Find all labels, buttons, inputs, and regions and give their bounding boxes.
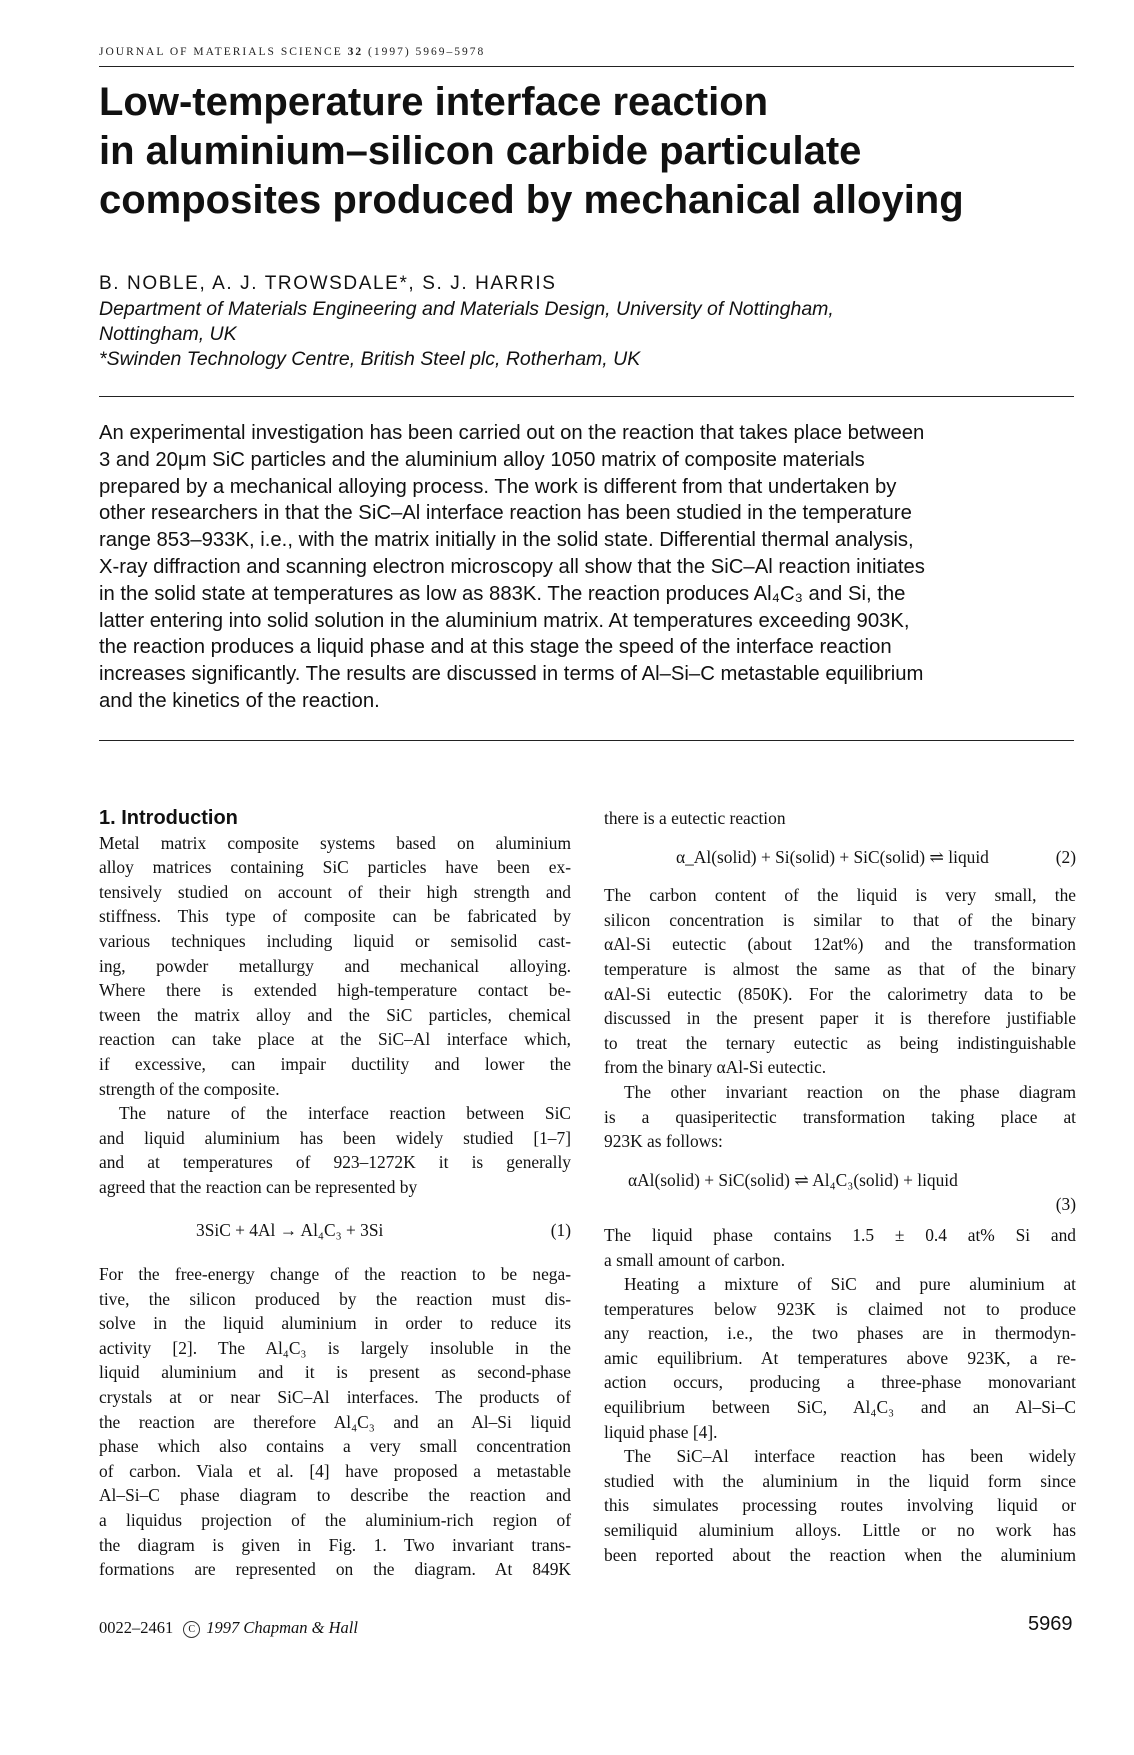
abstract-line: other researchers in that the SiC–Al interface reaction has been studied in the temperature [99,502,912,525]
issn: 0022–2461 [99,1618,174,1637]
text-line: temperatures below 923K is claimed not to produce [604,1298,1076,1319]
abstract-line: the reaction produces a liquid phase and at this stage the speed of the interface reaction [99,636,892,659]
affiliation-line: Department of Materials Engineering and Materials Design, University of Nottingham, [99,298,834,320]
text-line: is a quasiperitectic transformation taking place at [604,1106,1076,1127]
text-line: temperature is almost the same as that of the binary [604,958,1076,979]
equation-number: (3) [1055,1194,1076,1215]
text-line: and at temperatures of 923–1272K it is generally [99,1152,571,1173]
text-line: any reaction, i.e., the two phases are in thermodyn- [604,1323,1076,1344]
journal-volume: 32 [347,46,364,58]
abstract-line: An experimental investigation has been carried out on the reaction that takes place between [99,422,925,444]
text-line: this simulates processing routes involving liquid or [604,1495,1076,1516]
text-line: studied with the aluminium in the liquid form since [604,1470,1076,1491]
text-line: tween the matrix alloy and the SiC particles, chemical [99,1004,571,1025]
text-line: stiffness. This type of composite can be fabricated by [99,906,571,927]
text-line: crystals at or near SiC–Al interfaces. The products of [99,1387,571,1408]
text-line: For the free-energy change of the reaction to be nega- [99,1264,571,1285]
section-heading: 1. Introduction [99,807,238,829]
text-line: various techniques including liquid or semisolid cast- [99,930,571,951]
abstract-bottom-rule [99,740,1074,741]
text-line: equilibrium between SiC, Al₄C₃ and an Al–Si–C [604,1397,1076,1418]
text-line: been reported about the reaction when the aluminium [604,1544,1076,1565]
text-line: formations are represented on the diagram. At 849K [99,1559,571,1580]
intro-paragraph-3 [99,1262,571,1582]
text-line: the diagram is given in Fig. 1. Two invariant trans- [99,1534,571,1555]
text-line: agreed that the reaction can be represented by [99,1176,418,1197]
abstract-line: latter entering into solid solution in the aluminium matrix. At temperatures exceeding 903K, [99,609,910,632]
text-line: a small amount of carbon. [604,1249,786,1270]
text-line: and liquid aluminium has been widely studied [1–7] [99,1127,571,1148]
text-line: The liquid phase contains 1.5 ± 0.4 at% Si and [604,1224,1076,1245]
text-line: Heating a mixture of SiC and pure aluminium at [624,1274,1076,1295]
text-line: αAl-Si eutectic (about 12at%) and the transformation [604,934,1076,955]
text-line: The other invariant reaction on the phase diagram [624,1081,1076,1102]
publisher: 1997 Chapman & Hall [206,1618,358,1637]
text-line: silicon concentration is similar to that of the binary [604,909,1076,930]
text-line: reaction can take place at the SiC–Al interface which, [99,1029,571,1050]
equation-body: α_Al(solid) + Si(solid) + SiC(solid) ⇌ liquid [676,846,989,867]
title-line: composites produced by mechanical alloying [99,178,964,222]
text-line: liquid aluminium and it is present as second-phase [99,1362,571,1383]
abstract-line: prepared by a mechanical alloying process. The work is different from that undertaken by [99,475,897,498]
equation-1 [99,1218,571,1243]
text-line: alloy matrices containing SiC particles have been ex- [99,857,571,878]
text-line: there is a eutectic reaction [604,808,786,828]
equation-body: αAl(solid) + SiC(solid) ⇌ Al₄C₃(solid) + liquid [628,1169,958,1190]
text-line: semiliquid aluminium alloys. Little or no work has [604,1520,1076,1541]
text-line: solve in the liquid aluminium in order to reduce its [99,1313,571,1334]
text-line: αAl-Si eutectic (850K). For the calorimetry data to be [604,983,1076,1004]
text-line: the reaction are therefore Al₄C₃ and an Al–Si liquid [99,1411,571,1432]
footer-imprint [99,1618,358,1638]
equation-2 [604,845,1076,870]
text-line: of carbon. Viala et al. [4] have proposed a metastable [99,1460,571,1481]
text-line: discussed in the present paper it is therefore justifiable [604,1008,1076,1029]
journal-header [99,46,485,58]
equation-body: 3SiC + 4Al → Al₄C₃ + 3Si [196,1219,384,1240]
text-line: activity [2]. The Al₄C₃ is largely insoluble in the [99,1337,571,1358]
text-line: from the binary αAl-Si eutectic. [604,1057,827,1078]
right-paragraph-2 [604,1080,1076,1154]
abstract-line: increases significantly. The results are discussed in terms of Al–Si–C metastable equilibrium [99,663,924,686]
right-column [604,806,1076,1567]
author-list: B. NOBLE, A. J. TROWSDALE*, S. J. HARRIS [99,273,557,294]
text-line: a liquidus projection of the aluminium-rich region of [99,1510,571,1531]
text-line: liquid phase [4]. [604,1421,718,1442]
abstract-line: in the solid state at temperatures as low as 883K. The reaction produces Al₄C₃ and Si, the [99,582,906,605]
article-title [99,78,1059,225]
text-line: action occurs, producing a three-phase monovariant [604,1372,1076,1393]
title-line: Low-temperature interface reaction [99,80,769,124]
intro-paragraph-2 [99,1101,571,1199]
text-line: to treat the ternary eutectic as being indistinguishable [604,1032,1076,1053]
text-line: The SiC–Al interface reaction has been widely [624,1446,1076,1467]
equation-3 [604,1168,1076,1193]
text-line: Where there is extended high-temperature contact be- [99,980,571,1001]
text-line: The nature of the interface reaction between SiC [119,1103,571,1124]
text-line: Al–Si–C phase diagram to describe the reaction and [99,1485,571,1506]
header-rule [99,66,1074,67]
equation-number: (1) [550,1219,571,1240]
journal-year-pages: (1997) 5969–5978 [368,46,486,58]
affiliation-line: Nottingham, UK [99,323,237,345]
text-line: 923K as follows: [604,1131,723,1152]
right-paragraph-5 [604,1444,1076,1567]
page-number: 5969 [1028,1613,1073,1635]
left-column [99,806,571,1582]
text-line: phase which also contains a very small concentration [99,1436,571,1457]
text-line: tive, the silicon produced by the reaction must dis- [99,1288,571,1309]
text-line: Metal matrix composite systems based on aluminium [99,832,571,853]
intro-paragraph-1 [99,831,571,1102]
equation-number: (2) [1055,846,1076,867]
abstract-top-rule [99,396,1074,397]
abstract-line: and the kinetics of the reaction. [99,689,380,712]
journal-name: JOURNAL OF MATERIALS SCIENCE [99,46,343,58]
abstract-line: range 853–933K, i.e., with the matrix initially in the solid state. Differential thermal analysis, [99,529,914,552]
affiliation-line: *Swinden Technology Centre, British Steel plc, Rotherham, UK [99,348,641,370]
copyright-icon: C [183,1621,200,1638]
abstract-line: X-ray diffraction and scanning electron microscopy all show that the SiC–Al reaction initiates [99,555,925,578]
text-line: strength of the composite. [99,1078,280,1099]
right-paragraph-1 [604,883,1076,1080]
right-paragraph-4 [604,1272,1076,1444]
title-line: in aluminium–silicon carbide particulate [99,129,862,173]
text-line: ing, powder metallurgy and mechanical alloying. [99,955,571,976]
abstract [99,420,1074,715]
text-line: if excessive, can impair ductility and lower the [99,1053,571,1074]
right-paragraph-3 [604,1223,1076,1272]
abstract-line: 3 and 20μm SiC particles and the aluminium alloy 1050 matrix of composite materials [99,448,865,471]
text-line: The carbon content of the liquid is very small, the [604,885,1076,906]
text-line: tensively studied on account of their high strength and [99,881,571,902]
text-line: amic equilibrium. At temperatures above 923K, a re- [604,1347,1076,1368]
